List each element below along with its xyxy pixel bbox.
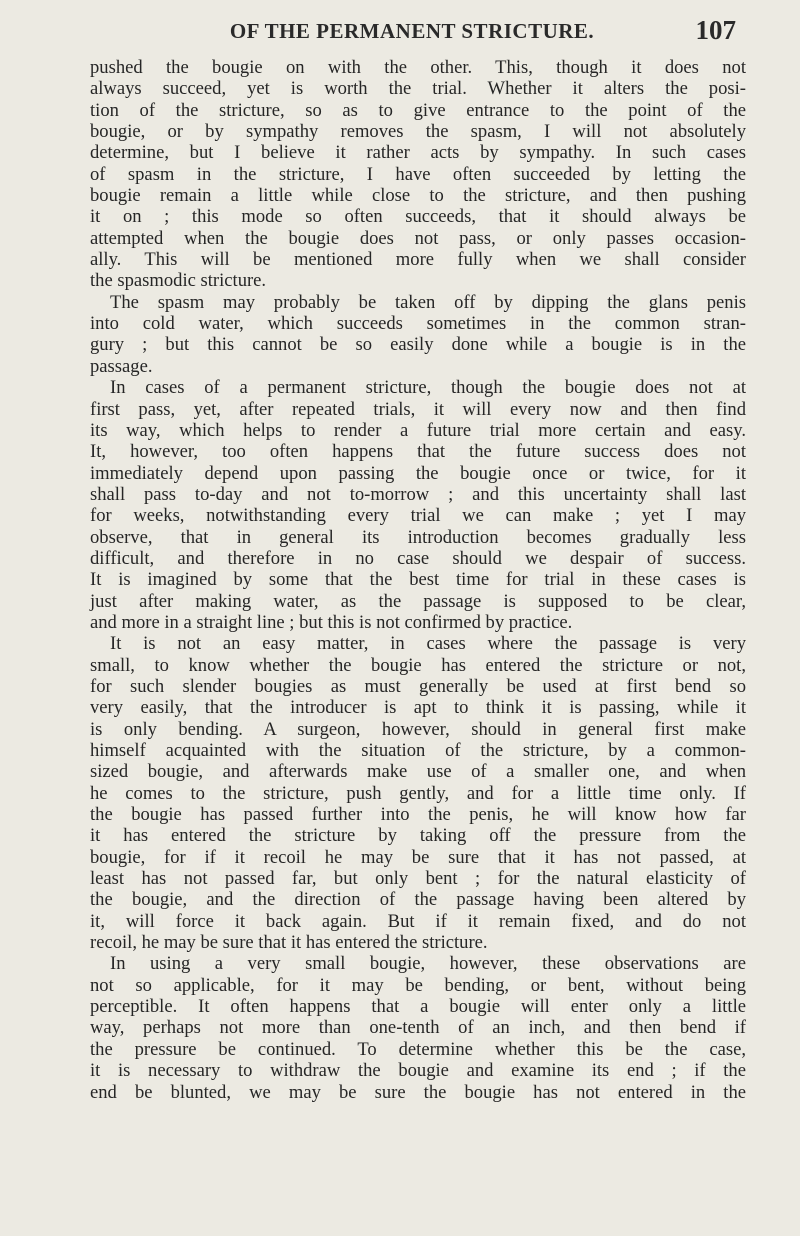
- text-line: way, perhaps not more than one-tenth of an inch, and then bend if: [90, 1017, 746, 1039]
- text-line: ally. This will be mentioned more fully when we shall consider: [90, 249, 746, 271]
- text-line: for such slender bougies as must generally be used at first bend so: [90, 675, 746, 697]
- paragraph: [90, 57, 746, 292]
- paragraph: [90, 633, 746, 953]
- text-line: It, however, too often happens that the future success does not: [90, 441, 746, 463]
- text-line: is only bending. A surgeon, however, should in general first make: [90, 718, 746, 740]
- text-line: It is imagined by some that the best time for trial in these cases is: [90, 569, 746, 591]
- text-line: passage.: [90, 355, 153, 377]
- text-line: first pass, yet, after repeated trials, it will every now and then find: [90, 398, 746, 420]
- text-line: bougie remain a little while close to the stricture, and then pushing: [90, 185, 746, 207]
- text-line: of spasm in the stricture, I have often succeeded by letting the: [90, 163, 746, 185]
- text-line: the bougie has passed further into the penis, he will know how far: [90, 804, 746, 826]
- text-line: always succeed, yet is worth the trial. Whether it alters the posi-: [90, 78, 746, 100]
- text-line: just after making water, as the passage is supposed to be clear,: [90, 590, 746, 612]
- text-line: It is not an easy matter, in cases where the passage is very: [110, 633, 746, 655]
- text-line: attempted when the bougie does not pass, or only passes occasion-: [90, 227, 746, 249]
- text-line: observe, that in general its introduction becomes gradually less: [90, 526, 746, 548]
- text-line: it has entered the stricture by taking off the pressure from the: [90, 825, 746, 847]
- text-line: very easily, that the introducer is apt to think it is passing, while it: [90, 697, 746, 719]
- text-line: immediately depend upon passing the bougie once or twice, for it: [90, 462, 746, 484]
- text-line: bougie, for if it recoil he may be sure that it has not passed, at: [90, 846, 746, 868]
- text-line: sized bougie, and afterwards make use of a smaller one, and when: [90, 761, 746, 783]
- text-line: determine, but I believe it rather acts by sympathy. In such cases: [90, 142, 746, 164]
- text-line: pushed the bougie on with the other. This, though it does not: [90, 57, 746, 78]
- text-line: it on ; this mode so often succeeds, that it should always be: [90, 206, 746, 228]
- text-line: tion of the stricture, so as to give entrance to the point of the: [90, 99, 746, 121]
- text-line: bougie, or by sympathy removes the spasm, I will not absolutely: [90, 121, 746, 143]
- running-title: OF THE PERMANENT STRICTURE.: [229, 19, 595, 43]
- text-line: into cold water, which succeeds sometimes in the common stran-: [90, 313, 746, 335]
- paragraph: [90, 292, 746, 377]
- text-line: he comes to the stricture, push gently, and for a little time only. If: [90, 782, 746, 804]
- text-line: the bougie, and the direction of the passage having been altered by: [90, 889, 746, 911]
- body-text: [90, 57, 746, 1103]
- text-line: it, will force it back again. But if it remain fixed, and do not: [90, 910, 746, 932]
- text-line: its way, which helps to render a future trial more certain and easy.: [90, 419, 746, 441]
- running-head: [88, 15, 736, 47]
- text-line: end be blunted, we may be sure the bougie has not entered in the: [90, 1081, 746, 1103]
- text-line: In cases of a permanent stricture, though the bougie does not at: [110, 377, 746, 399]
- text-line: gury ; but this cannot be so easily done while a bougie is in the: [90, 334, 746, 356]
- text-line: The spasm may probably be taken off by dipping the glans penis: [110, 291, 746, 313]
- text-line: the pressure be continued. To determine whether this be the case,: [90, 1038, 746, 1060]
- paragraph: [90, 377, 746, 633]
- text-line: and more in a straight line ; but this is not confirmed by practice.: [90, 611, 573, 633]
- text-line: not so applicable, for it may be bending, or bent, without being: [90, 974, 746, 996]
- page-number: 107: [695, 15, 736, 45]
- text-line: it is necessary to withdraw the bougie and examine its end ; if the: [90, 1060, 746, 1082]
- text-line: small, to know whether the bougie has entered the stricture or not,: [90, 654, 746, 676]
- text-line: shall pass to-day and not to-morrow ; and this uncertainty shall last: [90, 483, 746, 505]
- text-line: least has not passed far, but only bent ; for the natural elasticity of: [90, 868, 746, 890]
- text-line: recoil, he may be sure that it has entered the stricture.: [90, 932, 488, 954]
- text-line: the spasmodic stricture.: [90, 270, 267, 292]
- text-line: In using a very small bougie, however, these observations are: [110, 953, 746, 975]
- text-line: perceptible. It often happens that a bougie will enter only a little: [90, 996, 746, 1018]
- text-line: difficult, and therefore in no case should we despair of success.: [90, 547, 746, 569]
- text-line: for weeks, notwithstanding every trial we can make ; yet I may: [90, 505, 746, 527]
- text-line: himself acquainted with the situation of the stricture, by a common-: [90, 740, 746, 761]
- paragraph: [90, 953, 746, 1102]
